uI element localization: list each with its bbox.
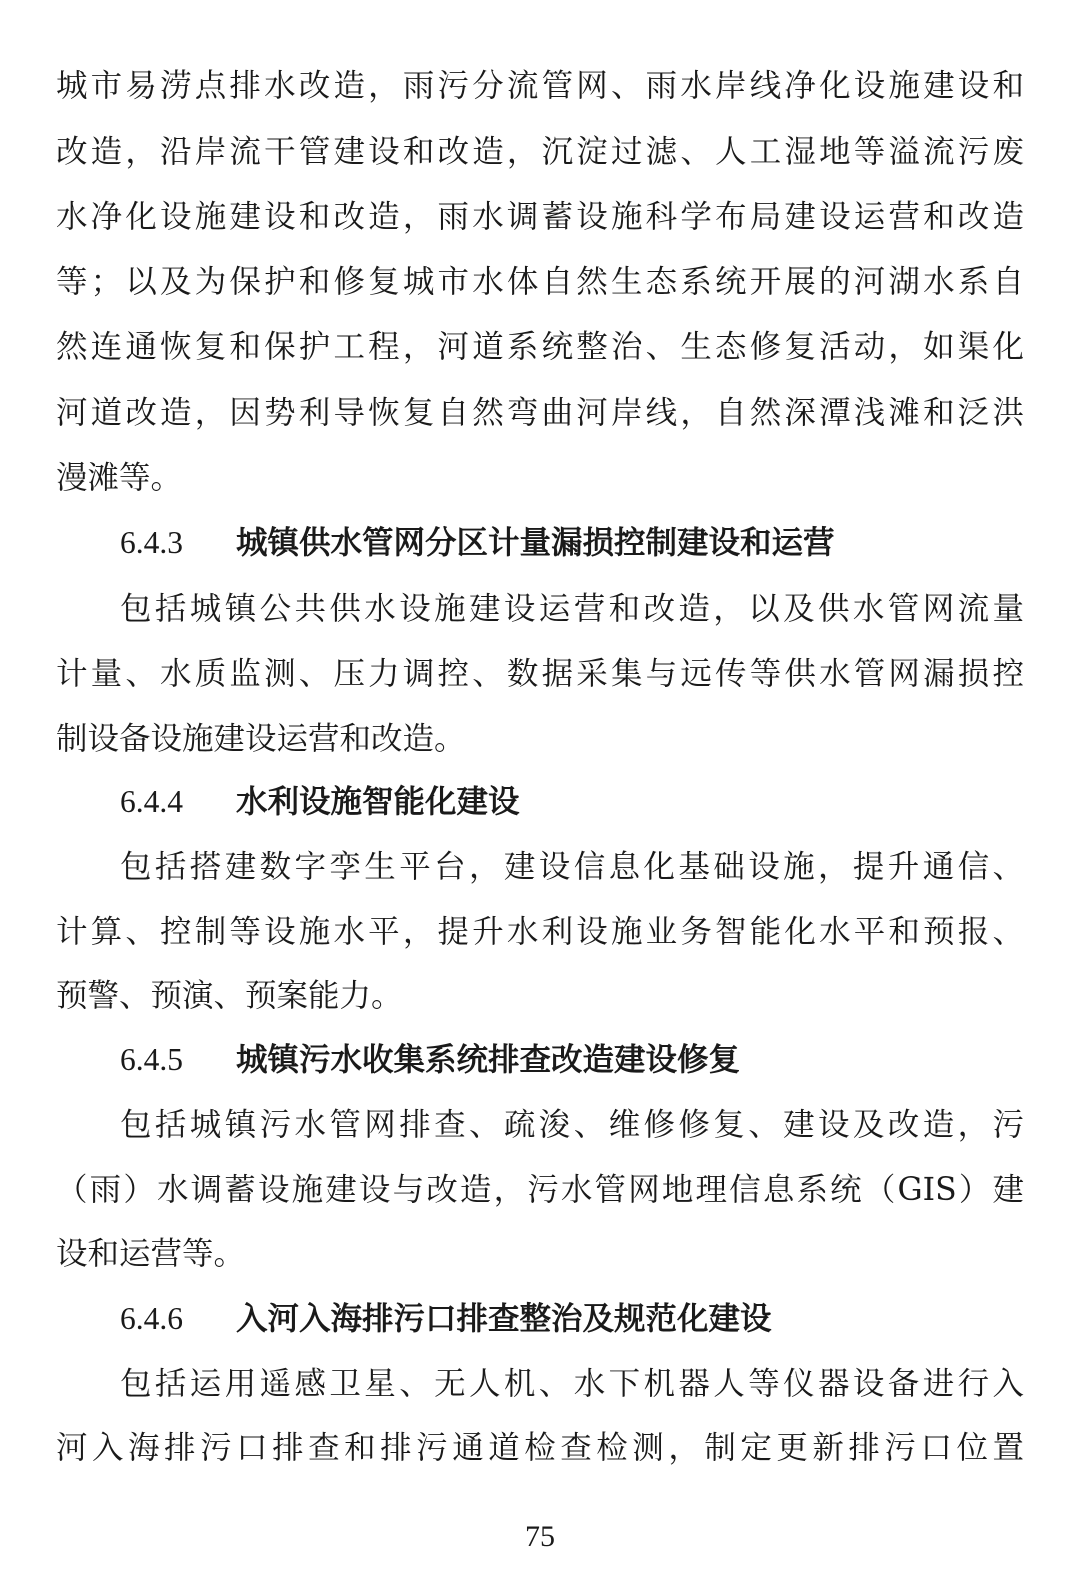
paragraph-line: 漫滩等。 — [56, 460, 183, 496]
paragraph-line: 预警、预演、预案能力。 — [56, 978, 403, 1014]
paragraph-line: 包括城镇污水管网排查、疏浚、维修修复、建设及改造，污 — [120, 1107, 1024, 1143]
section-number: 6.4.4 — [120, 784, 183, 819]
section-title: 城镇污水收集系统排查改造建设修复 — [236, 1041, 741, 1078]
section-title: 城镇供水管网分区计量漏损控制建设和运营 — [236, 524, 835, 561]
section-title: 入河入海排污口排查整治及规范化建设 — [236, 1300, 772, 1337]
paragraph-line: 水净化设施建设和改造，雨水调蓄设施科学布局建设运营和改造 — [56, 199, 1024, 235]
paragraph-line: 计量、水质监测、压力调控、数据采集与远传等供水管网漏损控 — [56, 656, 1024, 692]
section-heading — [120, 769, 520, 835]
section-heading — [120, 1027, 740, 1093]
section-title: 水利设施智能化建设 — [236, 783, 520, 820]
paragraph-line: （雨）水调蓄设施建设与改造，污水管网地理信息系统（GIS）建 — [56, 1172, 1024, 1208]
section-heading — [120, 510, 835, 576]
paragraph-line: 包括搭建数字孪生平台，建设信息化基础设施，提升通信、 — [120, 849, 1024, 885]
paragraph-line: 包括城镇公共供水设施建设运营和改造，以及供水管网流量 — [120, 591, 1024, 627]
paragraph-line: 计算、控制等设施水平，提升水利设施业务智能化水平和预报、 — [56, 914, 1024, 950]
section-number: 6.4.5 — [120, 1042, 183, 1077]
paragraph-line: 设和运营等。 — [56, 1236, 246, 1272]
section-number: 6.4.3 — [120, 525, 183, 560]
paragraph-line: 城市易涝点排水改造，雨污分流管网、雨水岸线净化设施建设和 — [56, 68, 1024, 104]
paragraph-line: 河道改造，因势利导恢复自然弯曲河岸线，自然深潭浅滩和泛洪 — [56, 395, 1024, 431]
page-number: 75 — [525, 1520, 555, 1553]
paragraph-line: 包括运用遥感卫星、无人机、水下机器人等仪器设备进行入 — [120, 1366, 1024, 1402]
paragraph-line: 制设备设施建设运营和改造。 — [56, 721, 466, 757]
paragraph-line: 等；以及为保护和修复城市水体自然生态系统开展的河湖水系自 — [56, 264, 1024, 300]
section-heading — [120, 1286, 772, 1352]
paragraph-line: 河入海排污口排查和排污通道检查检测，制定更新排污口位置 — [56, 1430, 1024, 1466]
paragraph-line: 改造，沿岸流干管建设和改造，沉淀过滤、人工湿地等溢流污废 — [56, 134, 1024, 170]
paragraph-line: 然连通恢复和保护工程，河道系统整治、生态修复活动，如渠化 — [56, 329, 1024, 365]
section-number: 6.4.6 — [120, 1301, 183, 1336]
